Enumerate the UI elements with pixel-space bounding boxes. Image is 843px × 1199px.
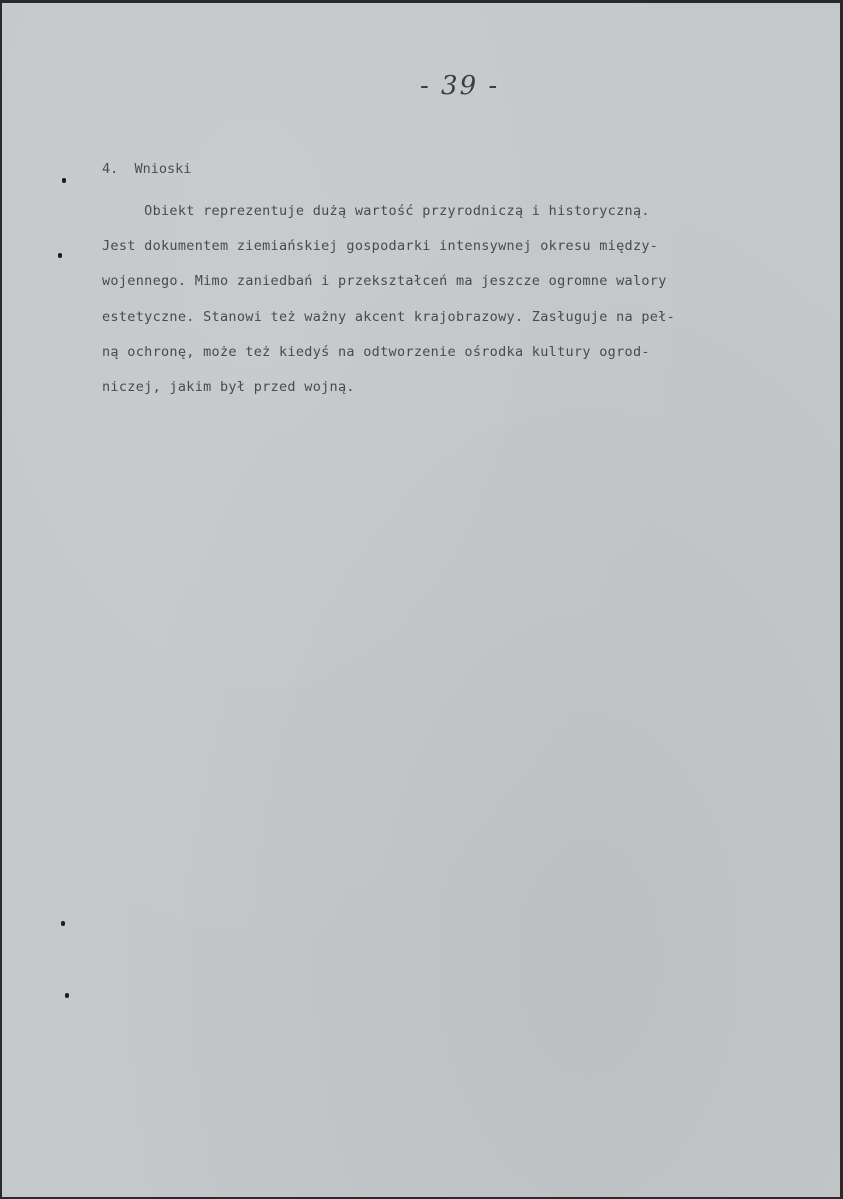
binding-hole-mark [61,921,65,926]
binding-hole-mark [62,178,66,183]
binding-hole-mark [65,993,69,998]
page-number: - 39 - [420,71,500,101]
paragraph-line: niczej, jakim był przed wojną. [102,378,355,395]
binding-hole-mark [58,253,62,258]
paragraph-line: Jest dokumentem ziemiańskiej gospodarki intensywnej okresu między- [102,238,659,255]
section-heading: 4. Wnioski [102,161,192,177]
conclusions-paragraph [102,201,675,412]
document-page [2,3,840,1197]
paragraph-line: estetyczne. Stanowi też ważny akcent krajobrazowy. Zasługuje na peł- [102,308,676,325]
paragraph-line: Obiekt reprezentuje dużą wartość przyrodniczą i historyczną. [102,203,650,219]
paragraph-line: wojennego. Mimo zaniedbań i przekształceń ma jeszcze ogromne walory [102,273,667,290]
paragraph-line: ną ochronę, może też kiedyś na odtworzenie ośrodka kultury ogrod- [102,343,650,360]
